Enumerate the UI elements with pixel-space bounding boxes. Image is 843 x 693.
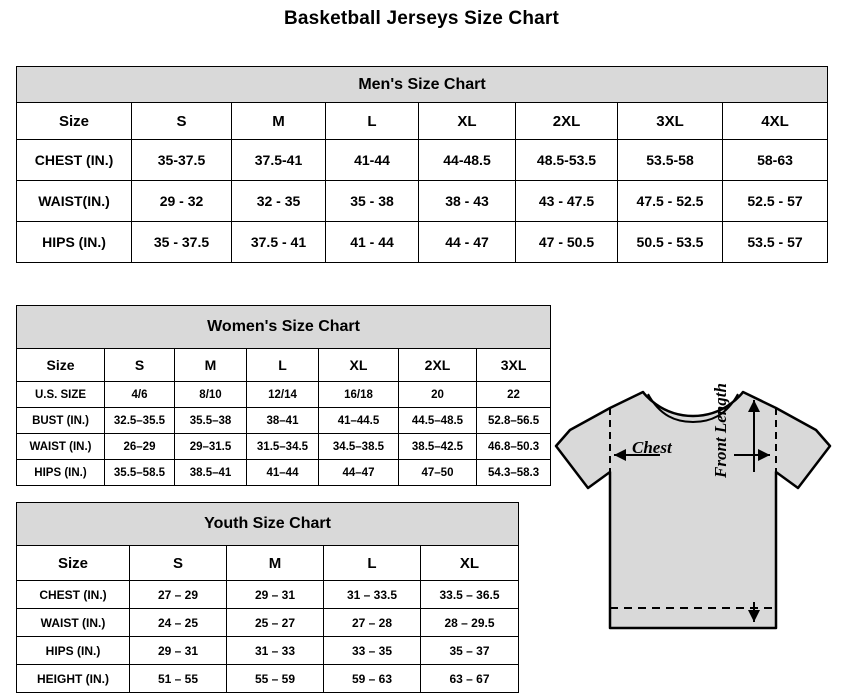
- womens-waist-m: 29–31.5: [175, 434, 247, 460]
- womens-col-2xl: 2XL: [399, 349, 477, 382]
- mens-waist-s: 29 - 32: [132, 181, 232, 222]
- mens-col-4xl: 4XL: [723, 103, 828, 140]
- mens-col-size: Size: [17, 103, 132, 140]
- youth-chest-s: 27 – 29: [130, 581, 227, 609]
- womens-row-label-us-size: U.S. SIZE: [17, 382, 105, 408]
- youth-chest-xl: 33.5 – 36.5: [421, 581, 519, 609]
- womens-hips-s: 35.5–58.5: [105, 460, 175, 486]
- youth-height-xl: 63 – 67: [421, 665, 519, 693]
- mens-hips-m: 37.5 - 41: [232, 222, 326, 263]
- womens-waist-3xl: 46.8–50.3: [477, 434, 551, 460]
- page-title: Basketball Jerseys Size Chart: [283, 8, 560, 29]
- youth-col-size: Size: [17, 546, 130, 581]
- youth-waist-s: 24 – 25: [130, 609, 227, 637]
- mens-waist-l: 35 - 38: [326, 181, 419, 222]
- womens-col-m: M: [175, 349, 247, 382]
- mens-chart-header: Men's Size Chart: [17, 67, 828, 103]
- womens-row-label-waist: WAIST (IN.): [17, 434, 105, 460]
- table-row: [17, 581, 519, 609]
- youth-hips-m: 31 – 33: [227, 637, 324, 665]
- womens-row-label-bust: BUST (IN.): [17, 408, 105, 434]
- womens-hips-xl: 44–47: [319, 460, 399, 486]
- womens-bust-xl: 41–44.5: [319, 408, 399, 434]
- youth-hips-s: 29 – 31: [130, 637, 227, 665]
- womens-col-3xl: 3XL: [477, 349, 551, 382]
- front-length-label-backing: [742, 472, 766, 602]
- mens-col-s: S: [132, 103, 232, 140]
- youth-col-xl: XL: [421, 546, 519, 581]
- youth-hips-xl: 35 – 37: [421, 637, 519, 665]
- womens-ussize-s: 4/6: [105, 382, 175, 408]
- table-row: [17, 637, 519, 665]
- womens-waist-2xl: 38.5–42.5: [399, 434, 477, 460]
- table-row: [17, 140, 828, 181]
- mens-waist-4xl: 52.5 - 57: [723, 181, 828, 222]
- womens-column-header-row: [17, 349, 551, 382]
- mens-col-xl: XL: [419, 103, 516, 140]
- mens-col-2xl: 2XL: [516, 103, 618, 140]
- womens-chart-header: Women's Size Chart: [17, 306, 551, 349]
- mens-chest-xl: 44-48.5: [419, 140, 516, 181]
- womens-waist-s: 26–29: [105, 434, 175, 460]
- youth-hips-l: 33 – 35: [324, 637, 421, 665]
- youth-row-label-waist: WAIST (IN.): [17, 609, 130, 637]
- womens-waist-l: 31.5–34.5: [247, 434, 319, 460]
- front-length-measure-label: Front Length: [711, 383, 730, 478]
- table-row: [17, 460, 551, 486]
- jersey-body: [556, 392, 830, 628]
- youth-waist-l: 27 – 28: [324, 609, 421, 637]
- youth-height-s: 51 – 55: [130, 665, 227, 693]
- youth-col-l: L: [324, 546, 421, 581]
- womens-hips-2xl: 47–50: [399, 460, 477, 486]
- mens-waist-m: 32 - 35: [232, 181, 326, 222]
- womens-bust-2xl: 44.5–48.5: [399, 408, 477, 434]
- womens-row-label-hips: HIPS (IN.): [17, 460, 105, 486]
- mens-waist-2xl: 43 - 47.5: [516, 181, 618, 222]
- womens-chart-header-row: [17, 306, 551, 349]
- youth-col-s: S: [130, 546, 227, 581]
- table-row: [17, 382, 551, 408]
- mens-hips-l: 41 - 44: [326, 222, 419, 263]
- womens-ussize-m: 8/10: [175, 382, 247, 408]
- table-row: [17, 434, 551, 460]
- youth-chest-l: 31 – 33.5: [324, 581, 421, 609]
- youth-chart-header-row: [17, 503, 519, 546]
- shirt-measurement-diagram: [548, 360, 838, 680]
- womens-hips-3xl: 54.3–58.3: [477, 460, 551, 486]
- mens-chest-s: 35-37.5: [132, 140, 232, 181]
- mens-chest-m: 37.5-41: [232, 140, 326, 181]
- mens-chest-3xl: 53.5-58: [618, 140, 723, 181]
- womens-bust-m: 35.5–38: [175, 408, 247, 434]
- womens-col-l: L: [247, 349, 319, 382]
- womens-size-table: [16, 305, 551, 486]
- mens-chest-l: 41-44: [326, 140, 419, 181]
- youth-waist-m: 25 – 27: [227, 609, 324, 637]
- mens-col-m: M: [232, 103, 326, 140]
- mens-waist-xl: 38 - 43: [419, 181, 516, 222]
- youth-col-m: M: [227, 546, 324, 581]
- mens-hips-3xl: 50.5 - 53.5: [618, 222, 723, 263]
- womens-col-size: Size: [17, 349, 105, 382]
- womens-ussize-l: 12/14: [247, 382, 319, 408]
- womens-waist-xl: 34.5–38.5: [319, 434, 399, 460]
- womens-bust-s: 32.5–35.5: [105, 408, 175, 434]
- table-row: [17, 408, 551, 434]
- youth-column-header-row: [17, 546, 519, 581]
- youth-waist-xl: 28 – 29.5: [421, 609, 519, 637]
- table-row: [17, 181, 828, 222]
- chest-measure-label: Chest: [632, 438, 672, 457]
- youth-height-l: 59 – 63: [324, 665, 421, 693]
- womens-ussize-2xl: 20: [399, 382, 477, 408]
- mens-size-table: [16, 66, 828, 263]
- mens-row-label-waist: WAIST(IN.): [17, 181, 132, 222]
- mens-col-3xl: 3XL: [618, 103, 723, 140]
- womens-col-xl: XL: [319, 349, 399, 382]
- youth-height-m: 55 – 59: [227, 665, 324, 693]
- mens-col-l: L: [326, 103, 419, 140]
- youth-size-chart: [16, 502, 519, 693]
- mens-chart-header-row: [17, 67, 828, 103]
- youth-chart-header: Youth Size Chart: [17, 503, 519, 546]
- mens-column-header-row: [17, 103, 828, 140]
- womens-hips-l: 41–44: [247, 460, 319, 486]
- womens-col-s: S: [105, 349, 175, 382]
- jersey-illustration-icon: [548, 360, 838, 660]
- mens-waist-3xl: 47.5 - 52.5: [618, 181, 723, 222]
- mens-hips-4xl: 53.5 - 57: [723, 222, 828, 263]
- mens-chest-2xl: 48.5-53.5: [516, 140, 618, 181]
- mens-size-chart: [16, 66, 828, 263]
- womens-bust-3xl: 52.8–56.5: [477, 408, 551, 434]
- youth-row-label-height: HEIGHT (IN.): [17, 665, 130, 693]
- youth-chest-m: 29 – 31: [227, 581, 324, 609]
- table-row: [17, 222, 828, 263]
- womens-ussize-3xl: 22: [477, 382, 551, 408]
- mens-row-label-chest: CHEST (IN.): [17, 140, 132, 181]
- womens-bust-l: 38–41: [247, 408, 319, 434]
- mens-row-label-hips: HIPS (IN.): [17, 222, 132, 263]
- mens-hips-2xl: 47 - 50.5: [516, 222, 618, 263]
- mens-hips-s: 35 - 37.5: [132, 222, 232, 263]
- youth-row-label-chest: CHEST (IN.): [17, 581, 130, 609]
- womens-size-chart: [16, 305, 551, 486]
- mens-hips-xl: 44 - 47: [419, 222, 516, 263]
- mens-chest-4xl: 58-63: [723, 140, 828, 181]
- womens-hips-m: 38.5–41: [175, 460, 247, 486]
- womens-ussize-xl: 16/18: [319, 382, 399, 408]
- youth-size-table: [16, 502, 519, 693]
- youth-row-label-hips: HIPS (IN.): [17, 637, 130, 665]
- table-row: [17, 609, 519, 637]
